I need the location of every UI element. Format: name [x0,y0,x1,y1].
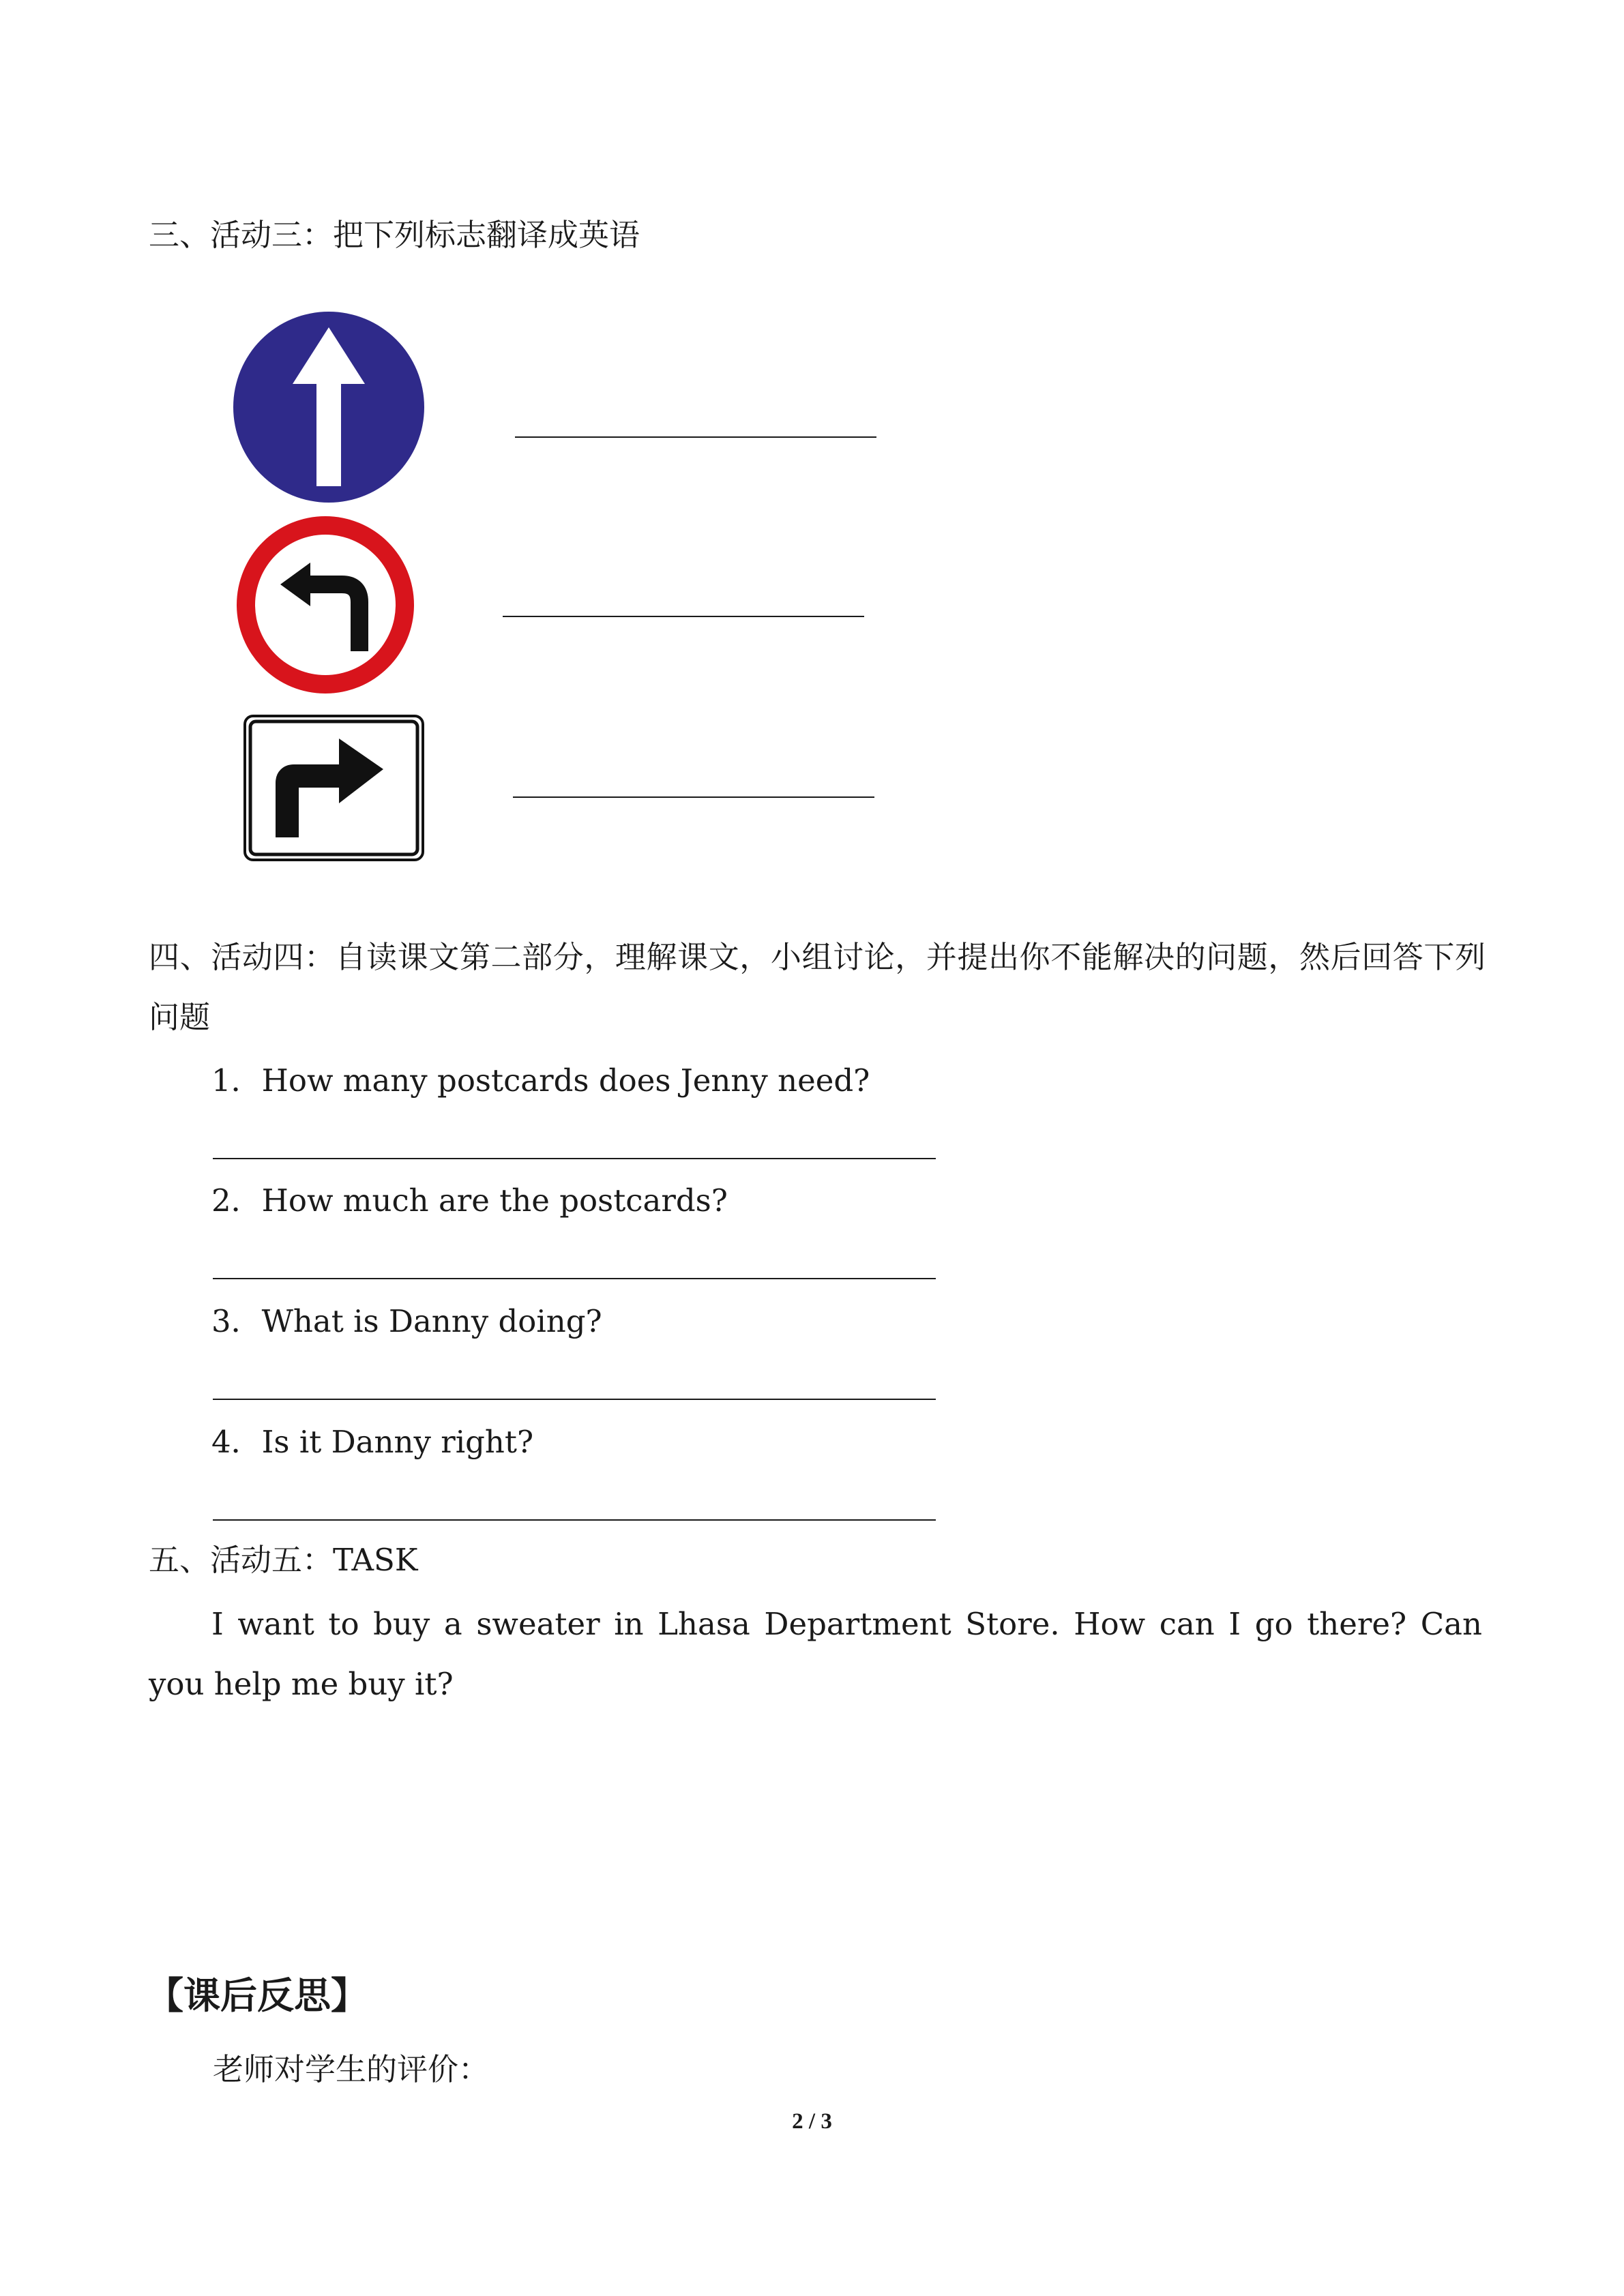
no-left-turn-sign-icon [235,515,416,696]
question-number: 3． [211,1303,262,1339]
section4-heading: 四、活动四：自读课文第二部分，理解课文，小组讨论，并提出你不能解决的问题，然后回答下列问题 [149,939,1486,1035]
task-paragraph: I want to buy a sweater in Lhasa Department Store. How can I go there? Can you help me buy it? [149,1606,1482,1702]
answer-line-question-3[interactable] [213,1399,936,1400]
question-text: What is Danny doing? [261,1303,602,1339]
question-4 [211,1424,534,1460]
answer-line-sign-1[interactable] [515,436,876,438]
reflection-title: 【课后反思】 [147,1974,368,2017]
question-3 [211,1303,602,1339]
section3-heading: 三、活动三：把下列标志翻译成英语 [149,217,640,253]
answer-line-sign-3[interactable] [513,796,874,798]
question-text: How many postcards does Jenny need? [261,1062,870,1099]
teacher-comment-label: 老师对学生的评价： [213,2051,490,2087]
answer-line-sign-2[interactable] [503,616,864,617]
answer-line-question-2[interactable] [213,1278,936,1279]
question-number: 4． [211,1424,262,1460]
question-1 [211,1062,870,1099]
question-text: How much are the postcards? [261,1182,728,1219]
go-straight-sign-icon [232,310,426,505]
right-turn-sign-icon [243,715,424,861]
answer-line-question-4[interactable] [213,1519,936,1521]
question-text: Is it Danny right? [261,1424,534,1460]
answer-line-question-1[interactable] [213,1158,936,1159]
question-2 [211,1182,728,1219]
question-number: 2． [211,1182,262,1219]
question-number: 1． [211,1062,262,1099]
section5-heading: 五、活动五：TASK [149,1542,418,1578]
page-number: 2 / 3 [792,2109,832,2134]
